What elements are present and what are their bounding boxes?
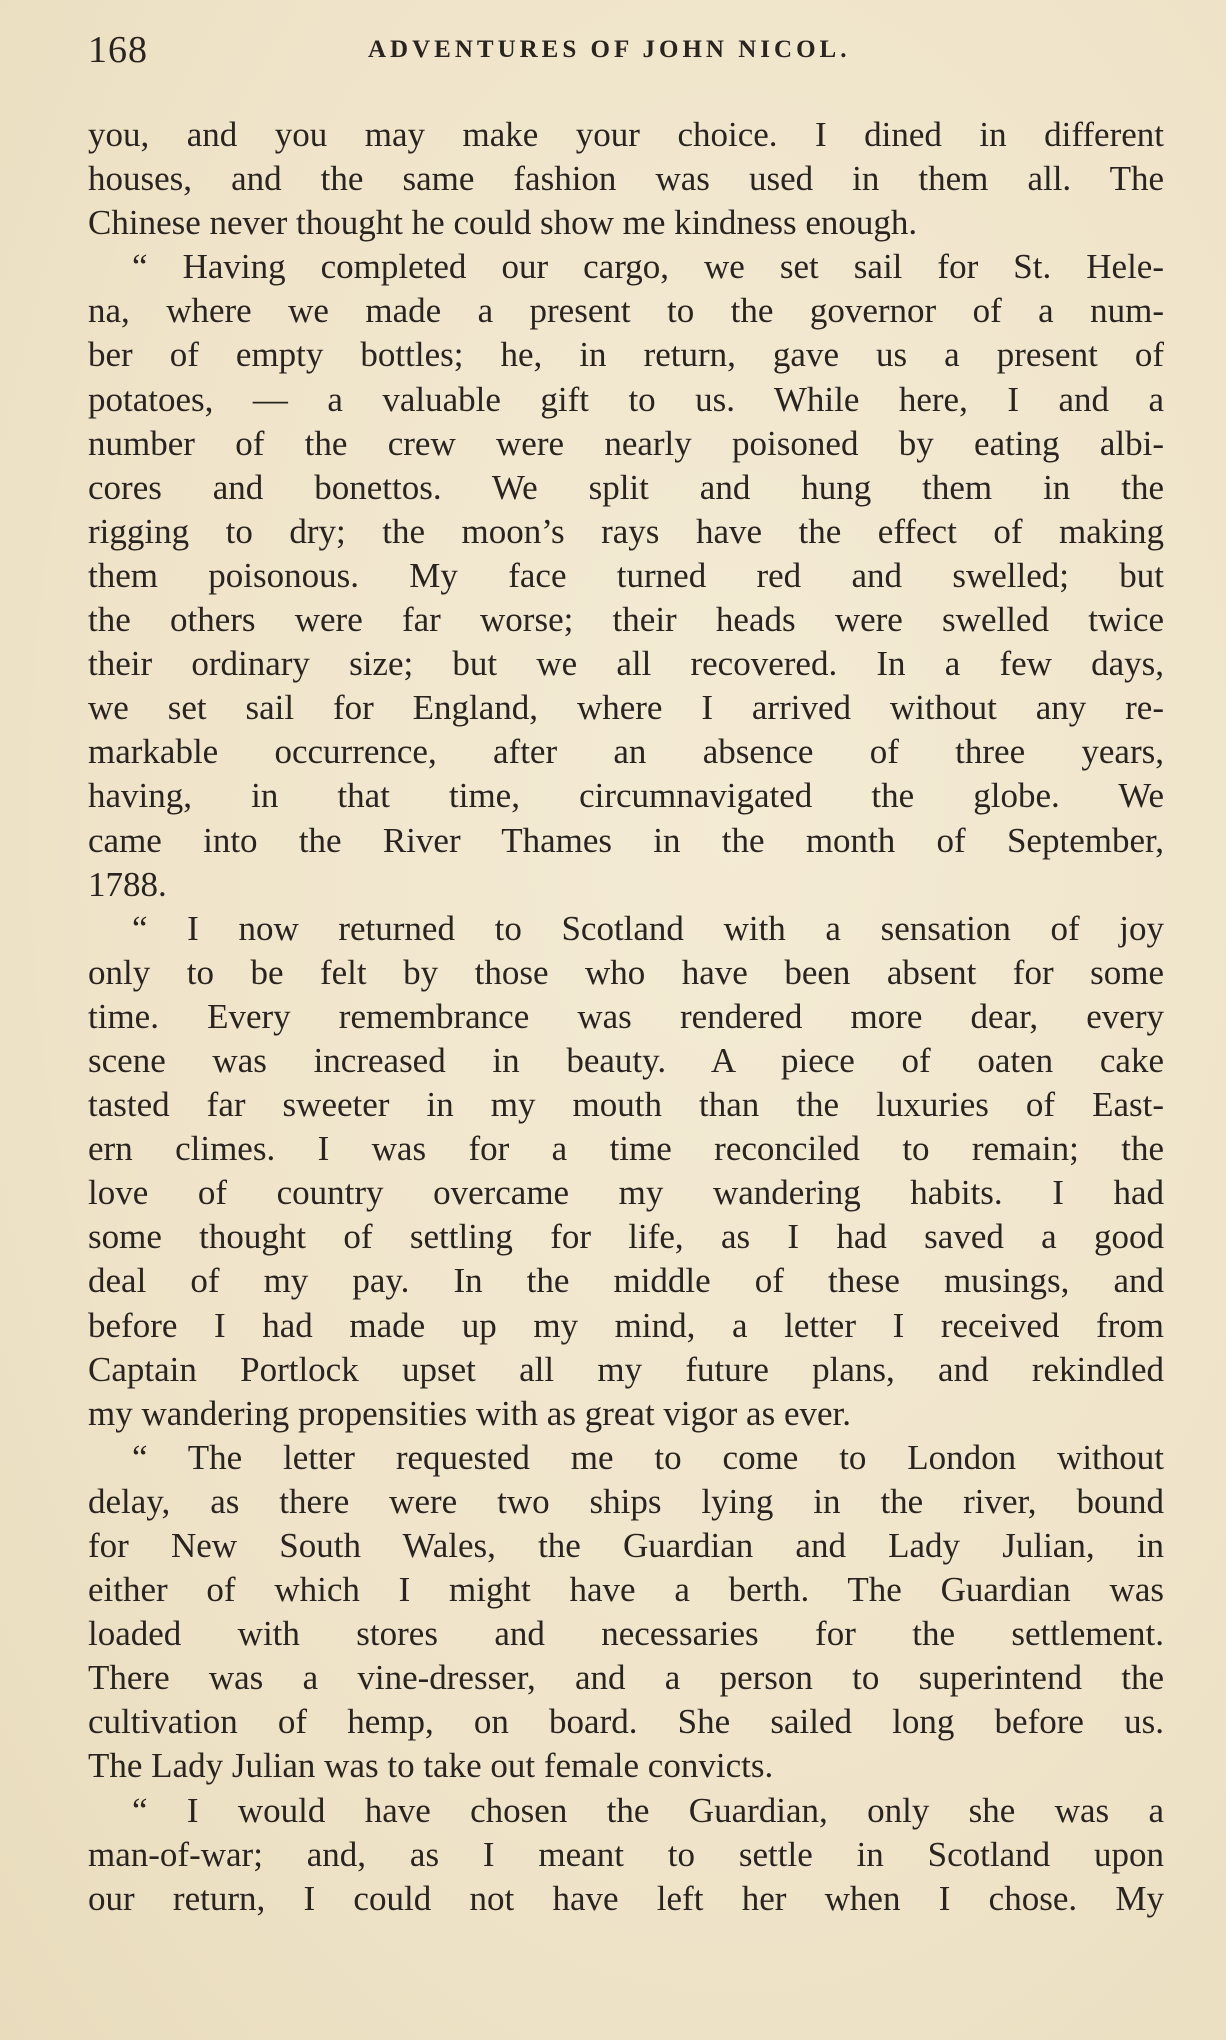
text-line: delay, as there were two ships lying in the river, bound — [88, 1481, 1164, 1521]
text-line: potatoes, — a valuable gift to us. While here, I and a — [88, 379, 1164, 419]
text-line: man-of-war; and, as I meant to settle in Scotland upon — [88, 1834, 1164, 1874]
text-line: houses, and the same fashion was used in them all. The — [88, 159, 1164, 199]
text-line: cores and bonettos. We split and hung them in the — [88, 467, 1164, 507]
page-header — [88, 20, 1168, 80]
text-line: you, and you may make your choice. I dined in different — [88, 115, 1164, 154]
text-line: markable occurrence, after an absence of three years, — [88, 732, 1164, 772]
text-line: rigging to dry; the moon’s rays have the effect of making — [88, 511, 1164, 551]
text-line: either of which I might have a berth. The Guardian was — [88, 1570, 1164, 1610]
text-line: only to be felt by those who have been absent for some — [88, 952, 1164, 992]
text-line: number of the crew were nearly poisoned by eating albi- — [88, 423, 1164, 463]
text-line: their ordinary size; but we all recovered. In a few days, — [88, 644, 1164, 684]
text-line: some thought of settling for life, as I had saved a good — [88, 1217, 1164, 1257]
text-line: scene was increased in beauty. A piece of oaten cake — [88, 1040, 1164, 1080]
text-line: loaded with stores and necessaries for the settlement. — [88, 1614, 1164, 1654]
text-line: cultivation of hemp, on board. She sailed long before us. — [88, 1702, 1164, 1742]
text-line: Chinese never thought he could show me kindness enough. — [88, 203, 918, 243]
text-line: “ I would have chosen the Guardian, only she was a — [132, 1790, 1164, 1830]
text-line: 1788. — [88, 864, 167, 904]
text-line: ern climes. I was for a time reconciled to remain; the — [88, 1129, 1164, 1169]
text-line: The Lady Julian was to take out female convicts. — [88, 1746, 774, 1786]
body-text — [88, 113, 1164, 1921]
text-line: we set sail for England, where I arrived without any re- — [88, 688, 1164, 728]
text-line: having, in that time, circumnavigated the globe. We — [88, 776, 1164, 816]
page-number: 168 — [88, 29, 148, 71]
text-line: for New South Wales, the Guardian and Lady Julian, in — [88, 1526, 1164, 1565]
text-line: before I had made up my mind, a letter I received from — [88, 1305, 1164, 1345]
text-line: There was a vine-dresser, and a person to superintend the — [88, 1658, 1164, 1698]
text-line: “ Having completed our cargo, we set sail for St. Hele- — [132, 247, 1164, 287]
text-line: my wandering propensities with as great vigor as ever. — [88, 1393, 851, 1433]
text-line: love of country overcame my wandering habits. I had — [88, 1173, 1164, 1213]
text-line: na, where we made a present to the governor of a num- — [88, 291, 1164, 331]
text-line: them poisonous. My face turned red and swelled; but — [88, 555, 1164, 595]
text-line: “ The letter requested me to come to London without — [132, 1437, 1164, 1477]
text-line: ber of empty bottles; he, in return, gave us a present of — [88, 335, 1164, 375]
text-line: came into the River Thames in the month of September, — [88, 820, 1164, 860]
text-line: tasted far sweeter in my mouth than the luxuries of East- — [88, 1085, 1164, 1125]
running-head: ADVENTURES OF JOHN NICOL. — [368, 36, 851, 63]
text-line: “ I now returned to Scotland with a sensation of joy — [132, 908, 1164, 948]
text-line: the others were far worse; their heads were swelled twice — [88, 600, 1164, 640]
text-line: Captain Portlock upset all my future plans, and rekindled — [88, 1349, 1164, 1389]
text-line: time. Every remembrance was rendered more dear, every — [88, 996, 1164, 1036]
text-line: deal of my pay. In the middle of these musings, and — [88, 1261, 1164, 1301]
text-line: our return, I could not have left her when I chose. My — [88, 1878, 1164, 1918]
